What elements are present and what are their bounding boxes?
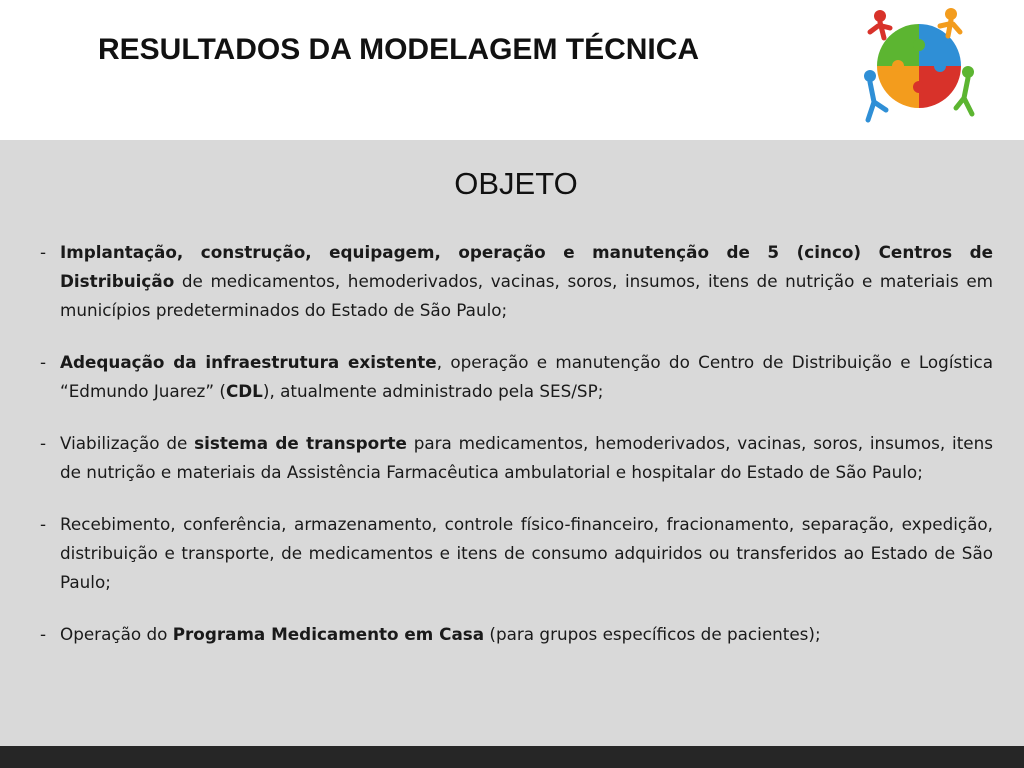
list-item — [40, 238, 993, 325]
list-item — [40, 348, 993, 406]
objective-list — [40, 238, 993, 672]
item-bold-term: Programa Medicamento em Casa — [172, 624, 485, 644]
item-text: para medicamentos, hemoderivados, vacinas, soros, insumos, itens de nutrição e materiais da Assistência Farmacêutica ambulatorial e hospitalar do Estado de São Paulo; — [60, 433, 993, 482]
list-item — [40, 510, 993, 597]
item-text: de medicamentos, hemoderivados, vacinas, soros, insumos, itens de nutrição e materiais em municípios predeterminados do Estado de São Paulo; — [60, 271, 993, 320]
section-heading: OBJETO — [454, 166, 578, 201]
item-text: (para grupos específicos de pacientes); — [484, 624, 821, 644]
bullet-marker: - — [40, 242, 47, 262]
item-text: Recebimento, conferência, armazenamento, controle físico-financeiro, fracionamento, separação, expedição, distribuição e transporte, de medicamentos e itens de consumo adquiridos ou transferidos ao Estado de São Paulo; — [60, 514, 993, 592]
list-item — [40, 620, 993, 649]
item-text: Operação do — [60, 624, 173, 644]
item-text: ), atualmente administrado pela SES/SP; — [262, 381, 604, 401]
bullet-marker: - — [40, 433, 47, 453]
footer-bar — [0, 746, 1024, 768]
item-text: , operação e manutenção do Centro de Distribuição e Logística “Edmundo Juarez” ( — [60, 352, 993, 401]
list-item-text — [60, 510, 993, 597]
slide-title: RESULTADOS DA MODELAGEM TÉCNICA — [98, 33, 700, 66]
item-bold-lead: Adequação da infraestrutura existente — [60, 352, 437, 372]
bullet-marker: - — [40, 352, 47, 372]
item-bold-lead: Implantação, construção, equipagem, operação e manutenção de 5 (cinco) Centros de Distribuição — [60, 242, 993, 291]
item-bold-term: CDL — [225, 381, 263, 401]
list-item — [40, 429, 993, 487]
item-bold-term: sistema de transporte — [194, 433, 407, 453]
bullet-marker: - — [40, 514, 47, 534]
list-item-text — [60, 429, 993, 487]
slide-header — [0, 0, 1024, 140]
list-item-text — [60, 238, 993, 325]
list-item-text — [60, 348, 993, 406]
item-text: Viabilização de — [60, 433, 195, 453]
bullet-marker: - — [40, 624, 47, 644]
list-item-text — [60, 620, 993, 649]
puzzle-team-icon — [856, 4, 982, 128]
content-panel — [0, 140, 1024, 746]
